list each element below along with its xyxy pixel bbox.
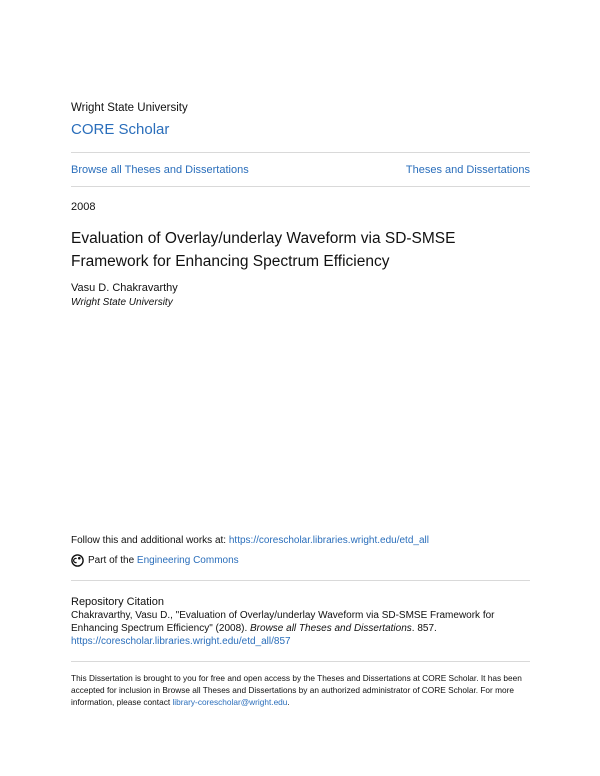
theses-dissertations-link[interactable]: Theses and Dissertations — [405, 164, 530, 176]
citation-url-link[interactable]: https://corescholar.libraries.wright.edu/etd_all/857 — [71, 636, 291, 647]
contact-email-link[interactable]: library-corescholar@wright.edu — [172, 697, 288, 707]
divider-top — [71, 152, 530, 153]
divider-citation — [71, 580, 530, 581]
access-notice: This Dissertation is brought to you for free and open access by the Theses and Dissertations at CORE Scholar. It has been accepted for inclusion in Browse all Theses and Dissertations by an authorized administrator of CORE Scholar. For more information, please contact library-corescholar@wright.edu. — [71, 673, 522, 707]
repository-link[interactable]: CORE Scholar — [71, 121, 170, 138]
author-affiliation: Wright State University — [71, 297, 173, 308]
part-of-line — [71, 554, 239, 567]
document-title: Evaluation of Overlay/underlay Waveform via SD-SMSE Framework for Enhancing Spectrum Efficiency — [71, 230, 456, 270]
divider-nav — [71, 186, 530, 187]
citation-series: Browse all Theses and Dissertations — [250, 623, 412, 634]
publication-year: 2008 — [71, 201, 96, 213]
browse-all-link[interactable]: Browse all Theses and Dissertations — [71, 164, 249, 176]
follow-line — [71, 535, 429, 546]
institution-name: Wright State University — [71, 102, 188, 114]
author-name: Vasu D. Chakravarthy — [71, 282, 178, 294]
creative-commons-icon — [71, 554, 84, 567]
engineering-commons-link[interactable]: Engineering Commons — [136, 555, 239, 566]
citation-body: Chakravarthy, Vasu D., "Evaluation of Overlay/underlay Waveform via SD-SMSE Framework for Enhancing Spectrum Efficiency" (2008). Browse all Theses and Dissertations. 857. https://corescholar.libraries.wright.edu/etd_all/857 — [71, 610, 495, 647]
citation-heading: Repository Citation — [71, 596, 164, 608]
follow-text: Follow this and additional works at: — [71, 535, 229, 546]
follow-url-link[interactable]: https://corescholar.libraries.wright.edu/etd_all — [228, 535, 429, 546]
part-of-text: Part of the Engineering Commons — [88, 555, 239, 566]
divider-notice — [71, 661, 530, 662]
